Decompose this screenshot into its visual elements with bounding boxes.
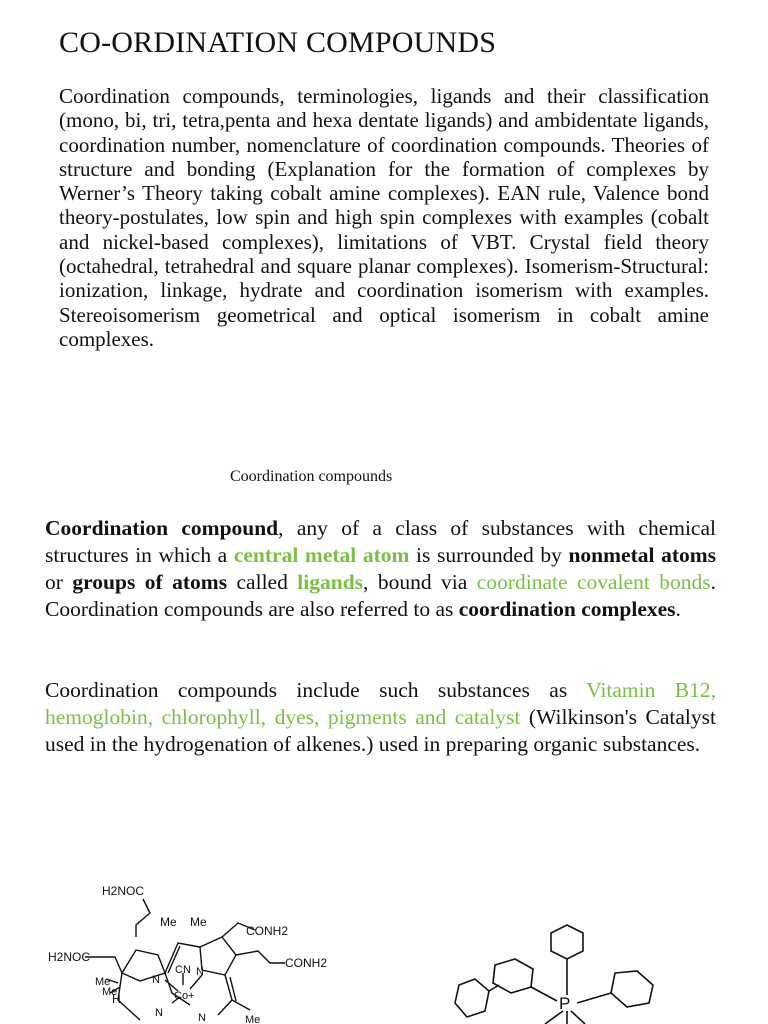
b12-label: CN [175, 964, 191, 976]
b12-label: N [152, 974, 160, 986]
b12-label: H [112, 992, 121, 1006]
b12-label: Me [95, 976, 111, 988]
text-run: called [227, 570, 298, 594]
b12-label: H2NOC [48, 950, 91, 964]
examples-paragraph [45, 677, 716, 758]
b12-label: N [196, 966, 204, 978]
vitamin-b12-structure [40, 875, 360, 1024]
b12-label: CONH2 [246, 924, 289, 938]
text-run: , any of a class of substances with chemical structures in which a [45, 516, 716, 567]
term-central-metal-atom: central metal atom [233, 543, 410, 567]
syllabus-paragraph: Coordination compounds, terminologies, ligands and their classification (mono, bi, tri, tetra,penta and hexa dentate ligands) and ambidentate ligands, coordination number, nomenclature of coordination compounds. Theories of structure and bonding (Explanation for the formation of complexes by Werner’s Theory taking cobalt amine complexes). EAN rule, Valence bond theory-postulates, low spin and high spin complexes with examples (cobalt and nickel-based complexes), limitations of VBT. Crystal field theory (octahedral, tetrahedral and square planar complexes). Isomerism-Structural: ionization, linkage, hydrate and coordination isomerism with examples. Stereoisomerism geometrical and optical isomerism in cobalt amine complexes. [59, 84, 709, 351]
definition-paragraph [45, 515, 716, 623]
term-groups-of-atoms: groups of atoms [72, 570, 228, 594]
b12-label: Me [160, 915, 177, 929]
wilkinson-catalyst-structure [445, 915, 675, 1024]
term-nonmetal-atoms: nonmetal atoms [568, 543, 716, 567]
term-coordination-complexes: coordination complexes [458, 597, 676, 621]
b12-label: N [155, 1007, 163, 1019]
phosphorus-label: P [559, 994, 571, 1013]
b12-label: Me [102, 986, 118, 998]
b12-label: Me [245, 1014, 261, 1024]
b12-label: H2NOC [102, 884, 145, 898]
examples-list: Vitamin B12, hemoglobin, chlorophyll, dyes, pigments and catalyst [45, 678, 716, 729]
term-ligands: ligands [297, 570, 364, 594]
text-run: is surrounded by [409, 543, 569, 567]
b12-label: CONH2 [285, 956, 328, 970]
term-coordinate-covalent-bonds: coordinate covalent bonds [476, 570, 711, 594]
text-run: . Coordination compounds are also referred to as [45, 570, 716, 621]
text-run: . [675, 597, 681, 621]
text-run: , bound via [363, 570, 477, 594]
text-run: (Wilkinson's Catalyst used in the hydrogenation of alkenes.) used in preparing organic substances. [45, 705, 716, 756]
b12-label: Co+ [174, 990, 195, 1002]
b12-label: N [198, 1012, 206, 1024]
section-caption: Coordination compounds [230, 468, 393, 485]
page-title: CO-ORDINATION COMPOUNDS [59, 26, 497, 59]
b12-label: Me [190, 915, 207, 929]
text-run: Coordination compounds include such substances as [45, 678, 587, 702]
text-run: or [45, 570, 73, 594]
term-coordination-compound: Coordination compound [45, 516, 279, 540]
